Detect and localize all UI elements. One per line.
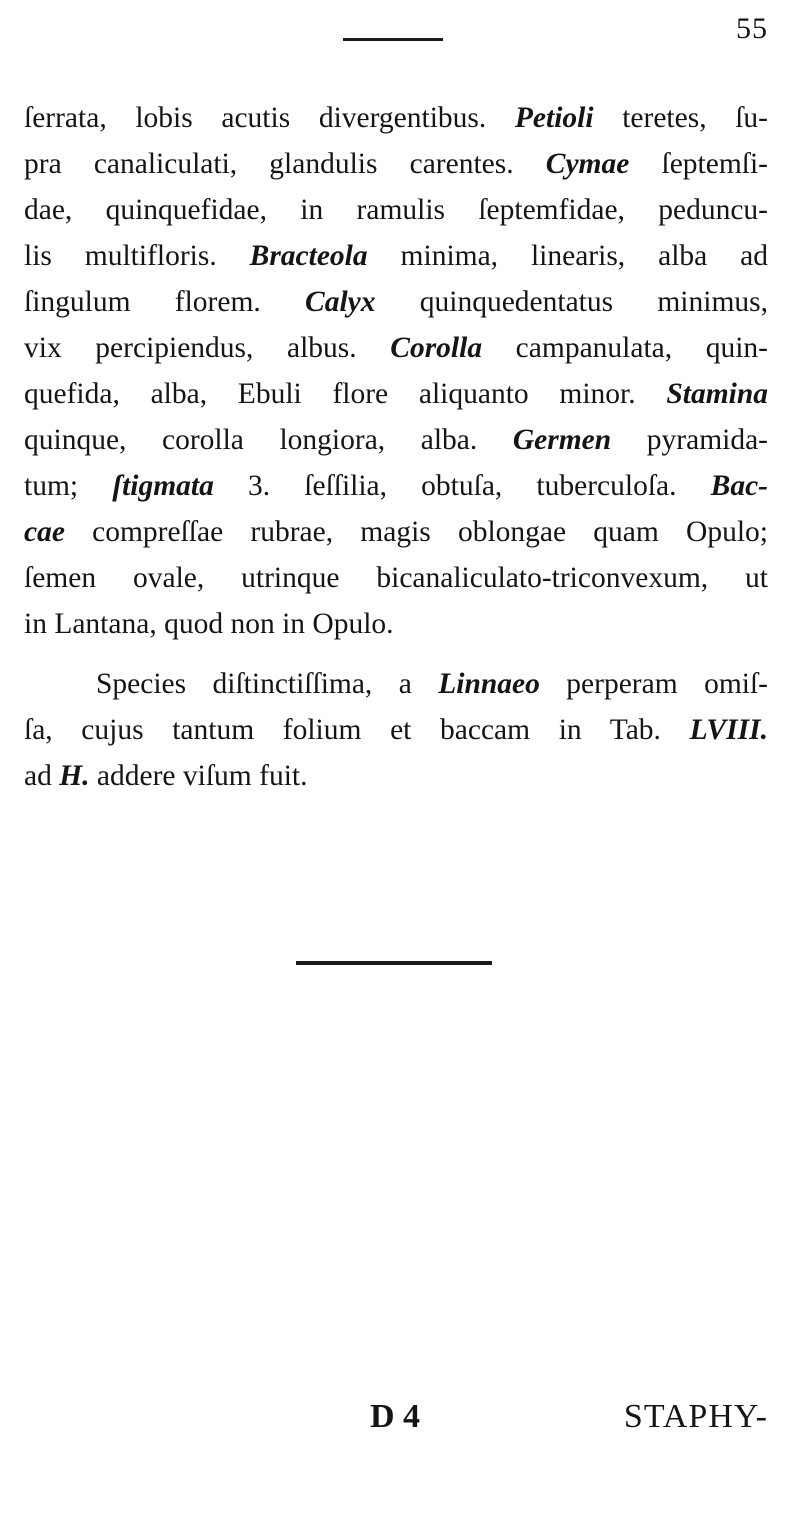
text-run: dae, quinquefidae, in ramulis ſeptemfidae, peduncu- bbox=[24, 194, 768, 226]
text-run: ſa, cujus tantum folium et baccam in Tab. bbox=[24, 714, 690, 746]
text-run: ſerrata, lobis acutis divergentibus. bbox=[24, 102, 515, 134]
text-run: addere viſum fuit. bbox=[89, 760, 308, 792]
text-run: ſeptemſi- bbox=[629, 148, 768, 180]
page-number: 55 bbox=[736, 12, 768, 45]
end-rule bbox=[296, 961, 492, 965]
text-line bbox=[24, 233, 768, 279]
italic-term: Calyx bbox=[305, 286, 376, 318]
header-rule bbox=[343, 38, 443, 41]
text-line bbox=[24, 601, 768, 647]
text-run: ſemen ovale, utrinque bicanaliculato-triconvexum, ut bbox=[24, 562, 768, 594]
text-run: ſingulum florem. bbox=[24, 286, 306, 318]
italic-term: Petioli bbox=[514, 102, 594, 134]
text-run: lis multifloris. bbox=[24, 240, 250, 272]
text-run: 3. ſeſſilia, obtuſa, tuberculoſa. bbox=[213, 470, 711, 502]
text-run: teretes, ſu- bbox=[593, 102, 768, 134]
italic-term: ſtigmata bbox=[112, 470, 214, 502]
italic-term: Bracteola bbox=[249, 240, 368, 272]
text-run: pyramida- bbox=[611, 424, 768, 456]
italic-term: H. bbox=[59, 760, 90, 792]
text-run: quinquedentatus minimus, bbox=[375, 286, 768, 318]
italic-term: Stamina bbox=[666, 378, 768, 410]
text-line bbox=[24, 707, 768, 753]
catchword: STAPHY- bbox=[623, 1398, 768, 1435]
italic-term: Cymae bbox=[545, 148, 630, 180]
text-run: campanulata, quin- bbox=[482, 332, 768, 364]
text-run: tum; bbox=[24, 470, 113, 502]
text-line bbox=[24, 463, 768, 509]
text-run: pra canaliculati, glandulis carentes. bbox=[24, 148, 546, 180]
italic-term: Bac- bbox=[710, 470, 768, 502]
text-line bbox=[24, 555, 768, 601]
italic-term: Germen bbox=[512, 424, 612, 456]
text-run: perperam omiſ- bbox=[539, 668, 768, 700]
italic-term: Corolla bbox=[390, 332, 483, 364]
signature-mark: D 4 bbox=[370, 1398, 421, 1435]
text-run: minima, linearis, alba ad bbox=[367, 240, 768, 272]
text-line bbox=[24, 371, 768, 417]
italic-term: Linnaeo bbox=[438, 668, 540, 700]
text-line bbox=[24, 509, 768, 555]
text-line bbox=[96, 661, 768, 707]
italic-term: cae bbox=[24, 516, 65, 548]
text-run: compreſſae rubrae, magis oblongae quam Opulo; bbox=[64, 516, 768, 548]
text-run: ad bbox=[24, 760, 60, 792]
text-line bbox=[24, 325, 768, 371]
text-line bbox=[24, 187, 768, 233]
text-line bbox=[24, 279, 768, 325]
text-line bbox=[24, 95, 768, 141]
text-run: Species diſtinctiſſima, a bbox=[96, 668, 439, 700]
text-run: vix percipiendus, albus. bbox=[24, 332, 391, 364]
text-line bbox=[24, 753, 768, 799]
text-run: quefida, alba, Ebuli flore aliquanto minor. bbox=[24, 378, 667, 410]
text-run: in Lantana, quod non in Opulo. bbox=[24, 608, 394, 640]
text-line bbox=[24, 417, 768, 463]
text-run: quinque, corolla longiora, alba. bbox=[24, 424, 513, 456]
italic-term: LVIII. bbox=[689, 714, 768, 746]
text-line bbox=[24, 141, 768, 187]
